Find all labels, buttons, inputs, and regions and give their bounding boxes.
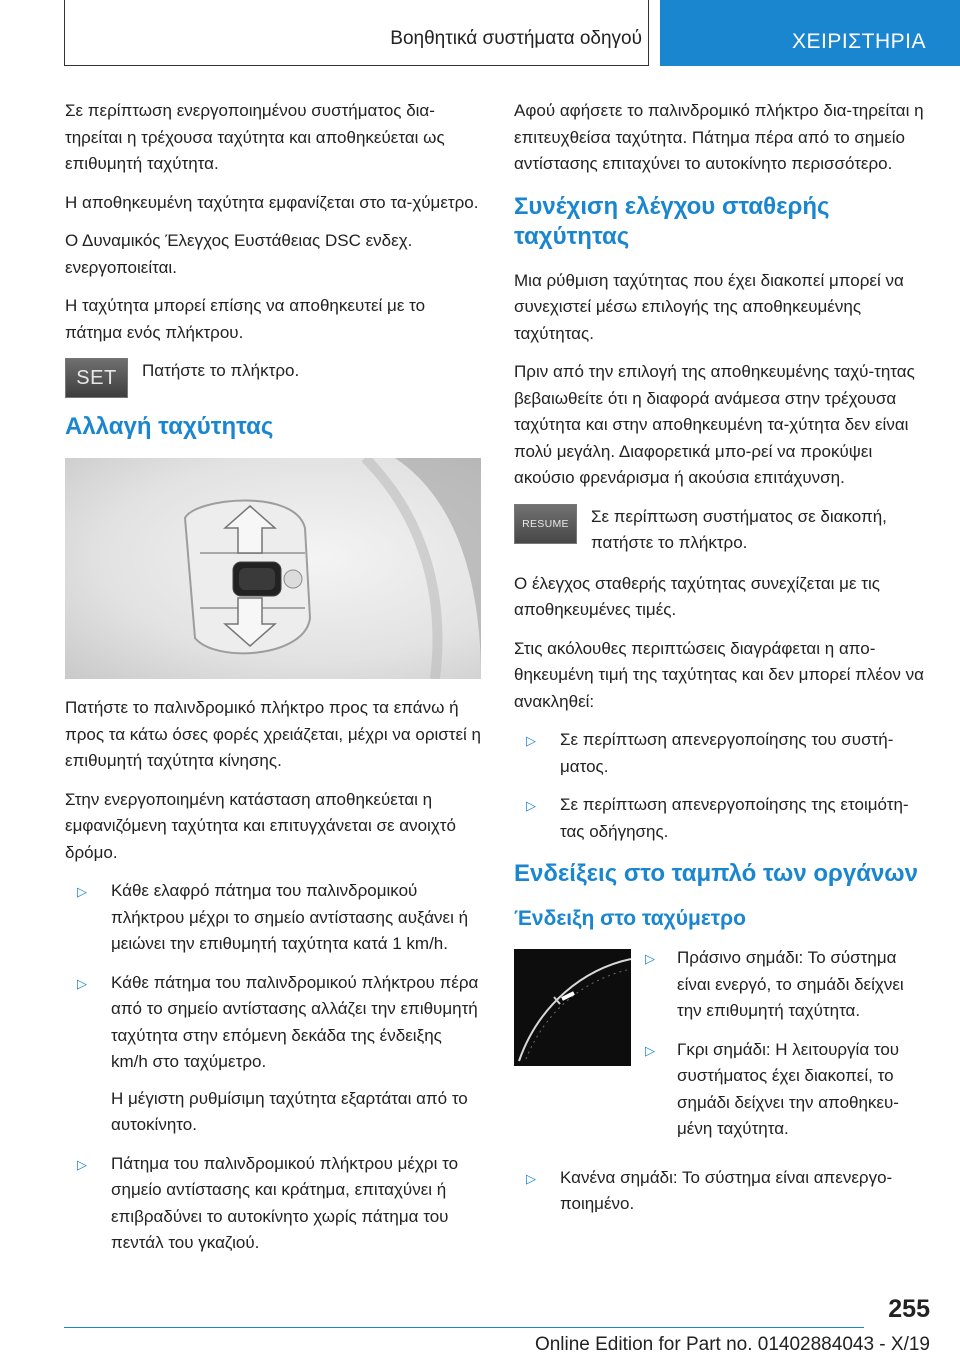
heading-change-speed: Αλλαγή ταχύτητας (65, 413, 274, 440)
list-item: ▷ Κάθε πάτημα του παλινδρομικού πλήκτρου πέρα από το σημείο αντίστασης αλλάζει την επιθυμητή ταχύτητα στην επόμενη δεκάδα της ένδειξης km/h στο ταχύμετρο. Η μέγιστη ρυθμίσιμη ταχύτητα εξαρτάται από το αυτοκίνητο. (65, 970, 483, 1139)
set-button-image: SET (65, 358, 128, 398)
page-number: 255 (888, 1295, 930, 1323)
triangle-bullet-icon: ▷ (526, 1170, 536, 1186)
header-section-title: Βοηθητικά συστήματα οδηγού (390, 28, 642, 49)
resume-button-instruction (514, 504, 930, 557)
header-chapter-tab: ΧΕΙΡΙΣΤΗΡΙΑ (660, 0, 960, 66)
list-item: ▷ Κανένα σημάδι: Το σύστημα είναι απενεργο-ποιημένο. (526, 1167, 893, 1213)
paragraph: Στις ακόλουθες περιπτώσεις διαγράφεται η απο-θηκευμένη τιμή της ταχύτητας και δεν μπορεί πλέον να ανακληθεί: (514, 638, 924, 711)
paragraph: Η ταχύτητα μπορεί επίσης να αποθηκευτεί με το πάτημα ενός πλήκτρου. (65, 296, 426, 342)
paragraph: Πατήστε το παλινδρομικό πλήκτρο προς τα επάνω ή προς τα κάτω όσες φορές χρειάζεται, μέχρι να οριστεί η επιθυμητή ταχύτητα κίνησης. (65, 698, 482, 770)
paragraph: Μια ρύθμιση ταχύτητας που έχει διακοπεί μπορεί να συνεχιστεί μέσω επιλογής της αποθηκευμένης ταχύτητας. (514, 270, 904, 343)
list-item: ▷ Σε περίπτωση απενεργοποίησης του συστή-ματος. (526, 730, 894, 776)
speedometer-bullet-list (643, 945, 930, 1155)
left-column (65, 98, 483, 1269)
resume-button-image: RESUME (514, 504, 577, 544)
paragraph: Σε περίπτωση ενεργοποιημένου συστήματος δια-τηρείται η τρέχουσα ταχύτητα και αποθηκεύεται ως επιθυμητή ταχύτητα. (65, 101, 445, 173)
paragraph: Πριν από την επιλογή της αποθηκευμένης ταχύ-τητας βεβαιωθείτε ότι η διαφορά ανάμεσα στην τρέχουσα ταχύτητα και στην αποθηκευμένη τα-χύτητα δεν είναι πολύ μεγάλη. Διαφορετικά μπο-ρεί να προκύψει ακούσιο φρενάρισμα ή ακούσια επιτάχυνση. (514, 362, 915, 487)
subheading-speedometer: Ένδειξη στο ταχύμετρο (514, 907, 746, 930)
speedometer-illustration (514, 949, 631, 1066)
paragraph: Αφού αφήσετε το παλινδρομικό πλήκτρο δια-τηρείται η επιτευχθείσα ταχύτητα. Πάτημα πέρα από το σημείο αντίστασης επιταχύνει το αυτοκίνητο περισσότερο. (514, 101, 924, 173)
list-item: ▷ Πράσινο σημάδι: Το σύστημα είναι ενεργό, το σημάδι δείχνει την επιθυμητή ταχύτητα. (645, 948, 904, 1020)
paragraph: Η αποθηκευμένη ταχύτητα εμφανίζεται στο τα-χύμετρο. (65, 192, 479, 212)
list-item-note: Η μέγιστη ρυθμίσιμη ταχύτητα εξαρτάται από το αυτοκίνητο. (111, 1088, 468, 1134)
steering-wheel-illustration (65, 458, 481, 679)
footer-edition: Online Edition for Part no. 01402884043 - X/19 (534, 1334, 930, 1355)
set-button-text: Πατήστε το πλήκτρο. (142, 361, 300, 380)
speedometer-section (514, 945, 930, 1165)
triangle-bullet-icon: ▷ (645, 1042, 655, 1058)
bullet-list (514, 727, 930, 845)
speedometer-image (514, 949, 631, 1066)
heading-resume-cruise-control: Συνέχιση ελέγχου σταθερής ταχύτητας (514, 192, 830, 250)
paragraph: Ο έλεγχος σταθερής ταχύτητας συνεχίζεται με τις αποθηκευμένες τιμές. (514, 573, 880, 619)
heading-instrument-cluster: Ενδείξεις στο ταμπλό των οργάνων (514, 860, 918, 887)
right-column (514, 98, 930, 1230)
list-item: ▷ Σε περίπτωση απενεργοποίησης της ετοιμότη-τας οδήγησης. (526, 795, 909, 841)
footer-divider (64, 1327, 864, 1328)
list-item: ▷ Πάτημα του παλινδρομικού πλήκτρου μέχρι το σημείο αντίστασης και κράτημα, επιταχύνει ή επιβραδύνει το αυτοκίνητο χωρίς πάτημα του πεντάλ του γκαζιού. (77, 1153, 459, 1252)
bullet-list (514, 1165, 930, 1218)
list-item: ▷ Γκρι σημάδι: Η λειτουργία του συστήματος έχει διακοπεί, το σημάδι δείχνει την αποθηκευ-μένη ταχύτητα. (645, 1039, 900, 1138)
steering-wheel-rocker-photo (65, 458, 481, 679)
triangle-bullet-icon: ▷ (526, 733, 536, 748)
paragraph: Στην ενεργοποιημένη κατάσταση αποθηκεύεται η εμφανιζόμενη ταχύτητα και επιτυγχάνεται σε ανοιχτό δρόμο. (65, 789, 456, 862)
triangle-bullet-icon: ▷ (77, 884, 87, 899)
paragraph: Ο Δυναμικός Έλεγχος Ευστάθειας DSC ενδεχ. ενεργοποιείται. (65, 231, 413, 277)
set-button-instruction (65, 358, 483, 398)
bullet-list (65, 878, 483, 1257)
resume-button-text: Σε περίπτωση συστήματος σε διακοπή, πατήστε το πλήκτρο. (591, 506, 887, 552)
triangle-bullet-icon: ▷ (77, 1156, 87, 1172)
list-item: ▷ Κάθε ελαφρό πάτημα του παλινδρομικού πλήκτρου μέχρι το σημείο αντίστασης αυξάνει ή μειώνει την επιθυμητή ταχύτητα κατά 1 km/h. (77, 881, 469, 953)
triangle-bullet-icon: ▷ (77, 975, 87, 991)
triangle-bullet-icon: ▷ (526, 798, 536, 813)
triangle-bullet-icon: ▷ (645, 951, 655, 966)
